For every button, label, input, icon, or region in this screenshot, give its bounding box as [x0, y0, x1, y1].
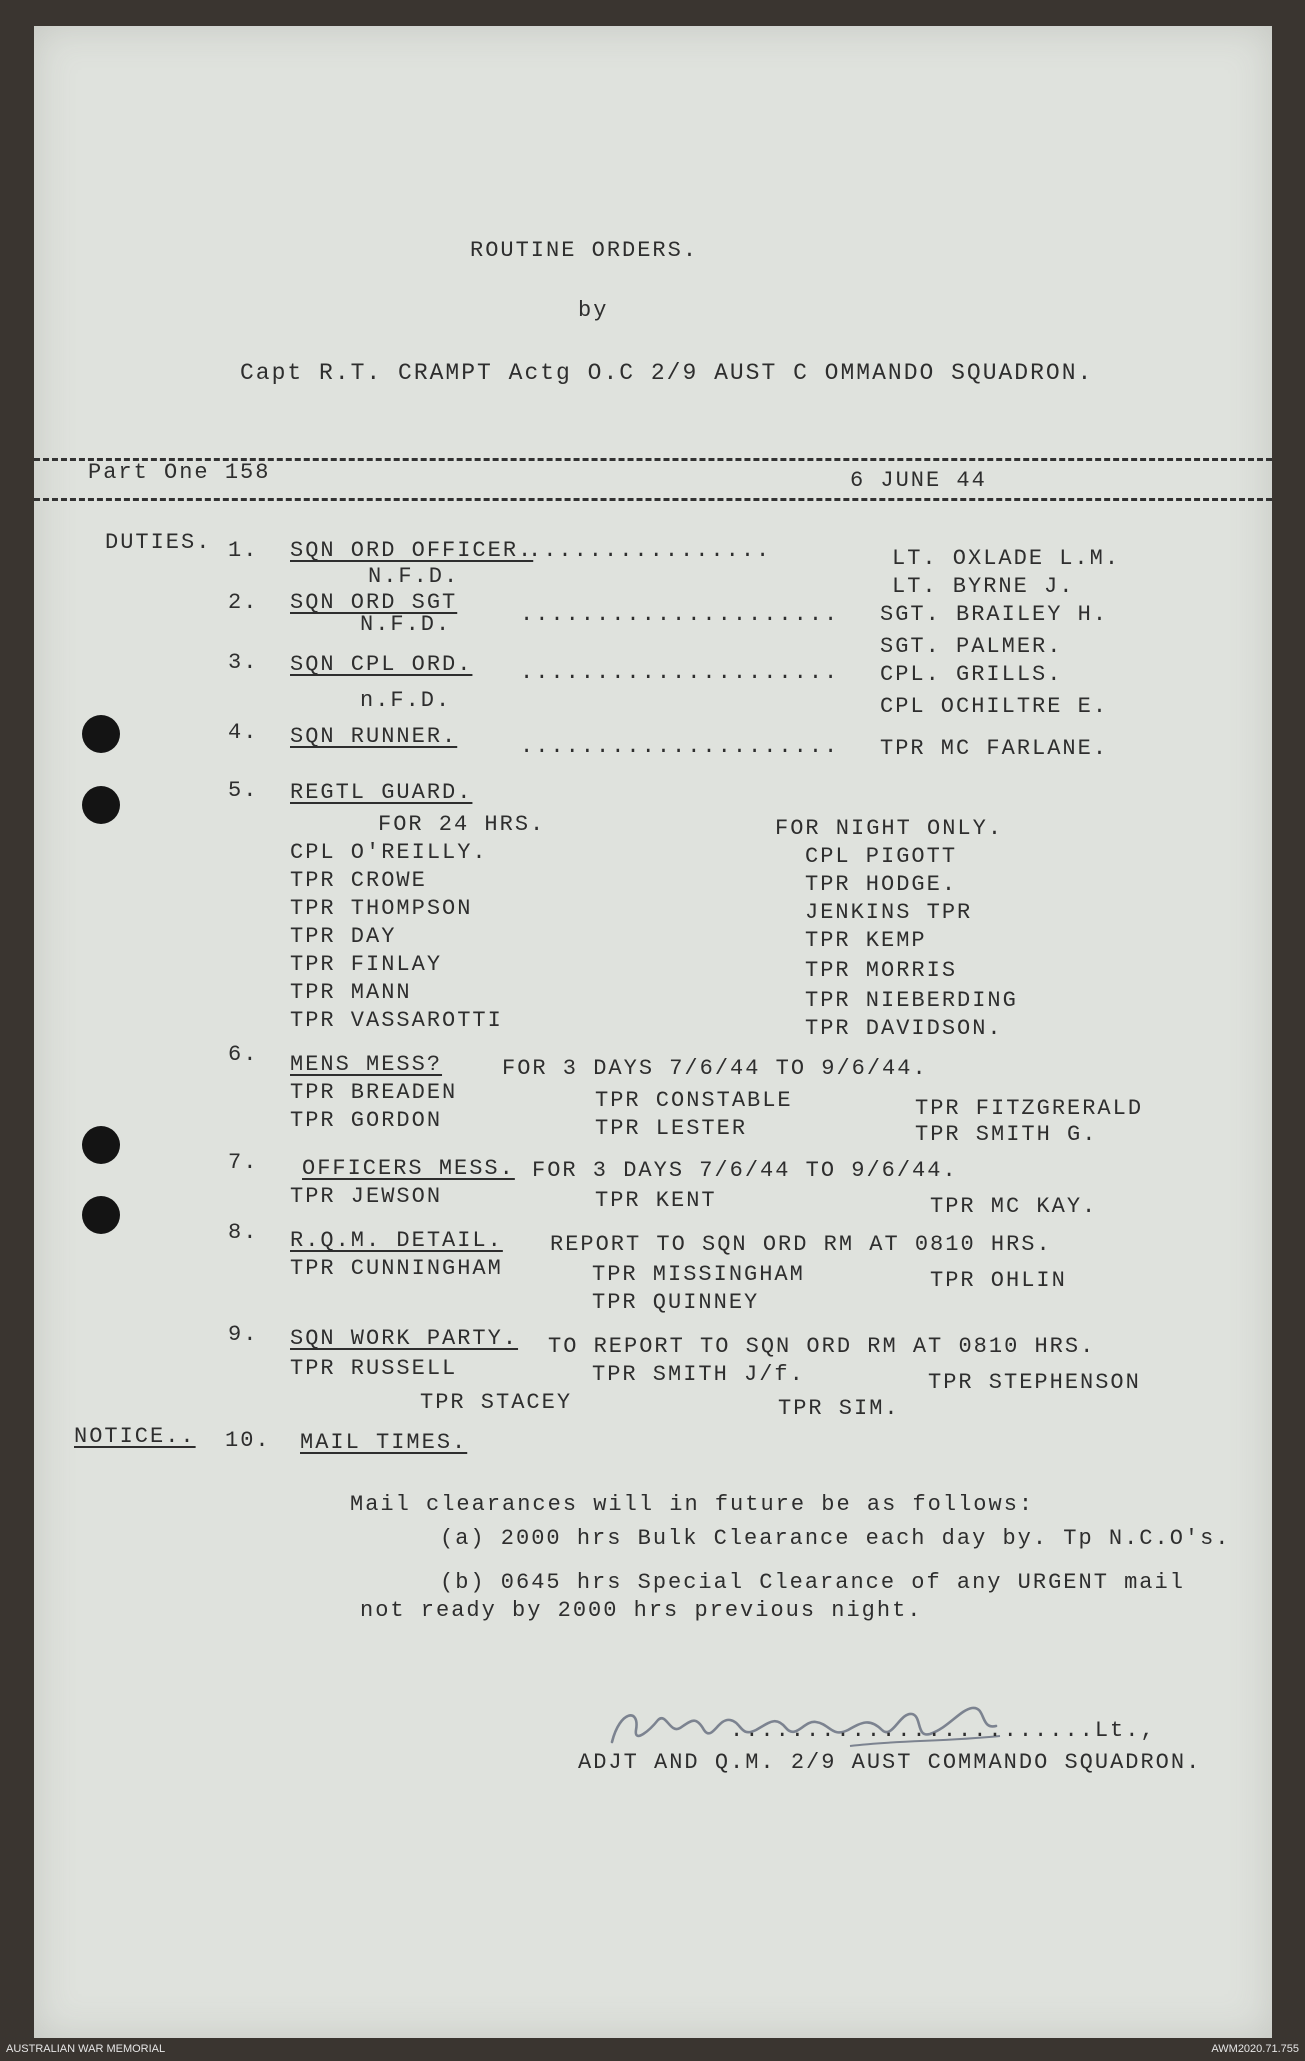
- guard-member: TPR MORRIS: [805, 958, 958, 983]
- guard-member: TPR FINLAY: [290, 952, 443, 977]
- work-party-member: TPR STACEY: [420, 1390, 573, 1415]
- mess-member: TPR SMITH G.: [915, 1122, 1098, 1147]
- duty-number: 2.: [228, 590, 259, 615]
- divider-bottom: [34, 498, 1272, 501]
- duty-number: 1.: [228, 538, 259, 563]
- punch-hole: [82, 1196, 120, 1234]
- duty-title: SQN ORD SGT: [290, 590, 458, 615]
- nfd-note: N.F.D.: [360, 612, 452, 637]
- duty-title: SQN ORD OFFICER.: [290, 538, 534, 563]
- mess-member: TPR CONSTABLE: [595, 1088, 793, 1113]
- duty-number: 6.: [228, 1042, 259, 1067]
- guard-24h-heading: FOR 24 HRS.: [378, 812, 546, 837]
- notice-title: MAIL TIMES.: [300, 1430, 468, 1455]
- guard-night-heading: FOR NIGHT ONLY.: [775, 816, 1004, 841]
- duty-number: 9.: [228, 1322, 259, 1347]
- duty-alternate: CPL OCHILTRE E.: [880, 694, 1109, 719]
- leader-dots: .....................: [520, 734, 840, 759]
- punch-hole: [82, 786, 120, 824]
- duty-number: 7.: [228, 1150, 259, 1175]
- duty-detail: FOR 3 DAYS 7/6/44 TO 9/6/44.: [532, 1158, 958, 1183]
- guard-member: TPR THOMPSON: [290, 896, 473, 921]
- detail-member: TPR MISSINGHAM: [592, 1262, 805, 1287]
- detail-member: TPR CUNNINGHAM: [290, 1256, 503, 1281]
- mess-member: TPR FITZGRERALD: [915, 1096, 1144, 1121]
- duty-officer: TPR MC FARLANE.: [880, 736, 1109, 761]
- notice-heading: NOTICE..: [74, 1424, 196, 1449]
- work-party-member: TPR SIM.: [778, 1396, 900, 1421]
- duty-title: R.Q.M. DETAIL.: [290, 1228, 503, 1253]
- part-label: Part One 158: [88, 460, 271, 485]
- notice-intro: Mail clearances will in future be as follows:: [350, 1492, 1035, 1517]
- duty-number: 3.: [228, 650, 259, 675]
- guard-member: TPR MANN: [290, 980, 412, 1005]
- duty-officer: CPL. GRILLS.: [880, 662, 1063, 687]
- nfd-note: N.F.D.: [368, 564, 460, 589]
- duty-title: SQN RUNNER.: [290, 724, 458, 749]
- signature-line: ........................Lt.,: [730, 1718, 1156, 1743]
- duty-number: 4.: [228, 720, 259, 745]
- guard-member: TPR NIEBERDING: [805, 988, 1018, 1013]
- duties-heading: DUTIES.: [105, 530, 212, 555]
- duty-detail: REPORT TO SQN ORD RM AT 0810 HRS.: [550, 1232, 1052, 1257]
- work-party-member: TPR RUSSELL: [290, 1356, 458, 1381]
- duty-detail: FOR 3 DAYS 7/6/44 TO 9/6/44.: [502, 1056, 928, 1081]
- guard-member: TPR CROWE: [290, 868, 427, 893]
- duty-title: SQN WORK PARTY.: [290, 1326, 519, 1351]
- duty-number: 5.: [228, 778, 259, 803]
- guard-member: TPR DAY: [290, 924, 397, 949]
- signature-role: ADJT AND Q.M. 2/9 AUST COMMANDO SQUADRON.: [578, 1750, 1202, 1775]
- punch-hole: [82, 715, 120, 753]
- guard-member: TPR DAVIDSON.: [805, 1016, 1003, 1041]
- mess-member: TPR BREADEN: [290, 1080, 458, 1105]
- duty-detail: TO REPORT TO SQN ORD RM AT 0810 HRS.: [548, 1334, 1096, 1359]
- archive-footer-right: AWM2020.71.755: [1211, 2043, 1299, 2055]
- duty-alternate: SGT. PALMER.: [880, 634, 1063, 659]
- nfd-note: n.F.D.: [360, 688, 452, 713]
- notice-item-b: (b) 0645 hrs Special Clearance of any URGENT mail: [440, 1570, 1185, 1595]
- issuer-line: Capt R.T. CRAMPT Actg O.C 2/9 AUST C OMMANDO SQUADRON.: [240, 360, 1094, 386]
- mess-member: TPR KENT: [595, 1188, 717, 1213]
- notice-item-a: (a) 2000 hrs Bulk Clearance each day by. Tp N.C.O's.: [440, 1526, 1231, 1551]
- punch-hole: [82, 1126, 120, 1164]
- duty-alternate: LT. BYRNE J.: [892, 574, 1075, 599]
- guard-member: JENKINS TPR: [805, 900, 973, 925]
- archive-footer-left: AUSTRALIAN WAR MEMORIAL: [6, 2043, 166, 2055]
- document-title: ROUTINE ORDERS.: [470, 238, 699, 263]
- duty-title: MENS MESS?: [290, 1052, 443, 1077]
- mess-member: TPR JEWSON: [290, 1184, 443, 1209]
- guard-member: CPL O'REILLY.: [290, 840, 488, 865]
- guard-member: TPR HODGE.: [805, 872, 958, 897]
- leader-dots: ................: [528, 538, 772, 563]
- leader-dots: .....................: [520, 660, 840, 685]
- mess-member: TPR MC KAY.: [930, 1194, 1098, 1219]
- by-line: by: [578, 298, 609, 323]
- work-party-member: TPR STEPHENSON: [928, 1370, 1141, 1395]
- detail-member: TPR OHLIN: [930, 1268, 1067, 1293]
- duty-title: SQN CPL ORD.: [290, 652, 473, 677]
- date: 6 JUNE 44: [850, 468, 987, 493]
- mess-member: TPR GORDON: [290, 1108, 443, 1133]
- guard-member: CPL PIGOTT: [805, 844, 958, 869]
- duty-officer: LT. OXLADE L.M.: [892, 546, 1121, 571]
- duty-number: 8.: [228, 1220, 259, 1245]
- duty-officer: SGT. BRAILEY H.: [880, 602, 1109, 627]
- duty-title: OFFICERS MESS.: [302, 1156, 515, 1181]
- notice-item-b-continued: not ready by 2000 hrs previous night.: [360, 1598, 923, 1623]
- guard-member: TPR VASSAROTTI: [290, 1008, 503, 1033]
- duty-title: REGTL GUARD.: [290, 780, 473, 805]
- mess-member: TPR LESTER: [595, 1116, 748, 1141]
- work-party-member: TPR SMITH J/f.: [592, 1362, 805, 1387]
- leader-dots: .....................: [520, 602, 840, 627]
- notice-number: 10.: [225, 1428, 271, 1453]
- detail-member: TPR QUINNEY: [592, 1290, 760, 1315]
- guard-member: TPR KEMP: [805, 928, 927, 953]
